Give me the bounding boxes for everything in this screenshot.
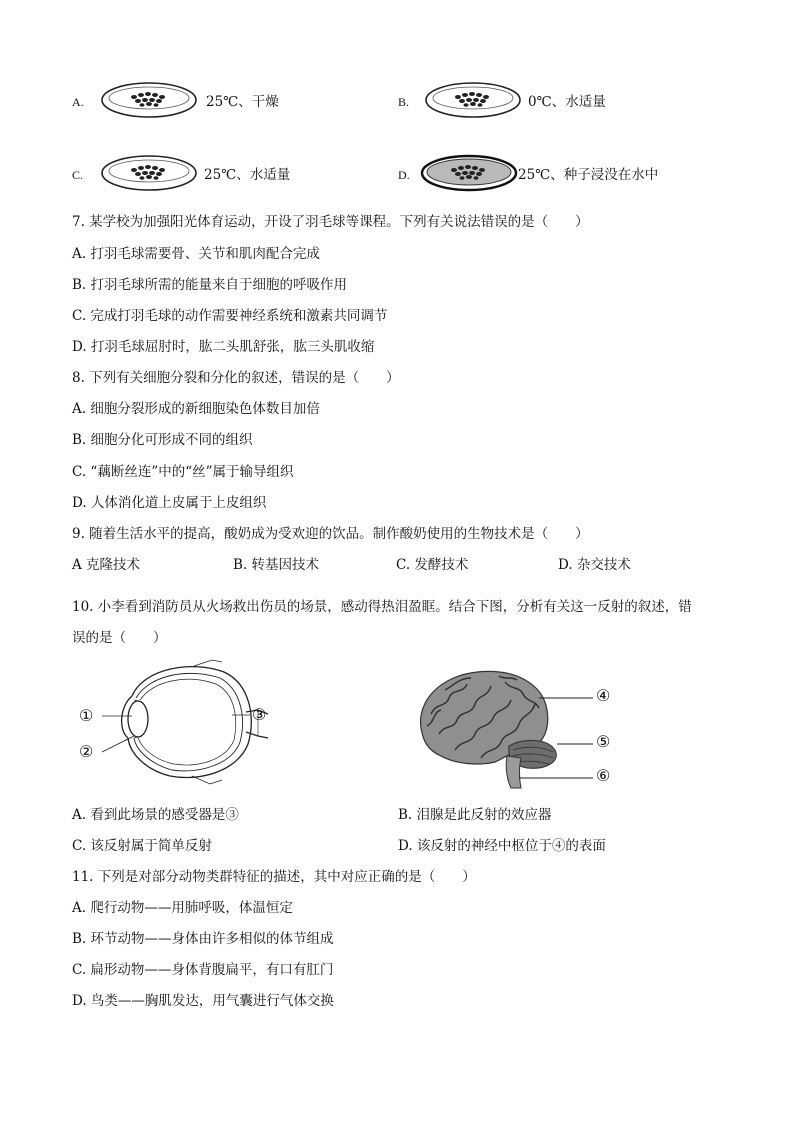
- petri-dish-dry-icon: [100, 80, 198, 120]
- petri-dish-water-icon: [100, 153, 198, 193]
- option: A. 细胞分裂形成的新细胞染色体数目加倍: [72, 401, 320, 417]
- question-stem: 9. 随着生活水平的提高，酸奶成为受欢迎的饮品。制作酸奶使用的生物技术是（ ）: [72, 526, 589, 542]
- option-letter: C.: [72, 168, 84, 182]
- option: B. 泪腺是此反射的效应器: [398, 807, 552, 823]
- eye-diagram: [72, 658, 277, 786]
- question-stem: 7. 某学校为加强阳光体育运动，开设了羽毛球等课程。下列有关说法错误的是（ ）: [72, 214, 589, 230]
- eye-label-1: ①: [79, 706, 94, 725]
- option: B. 转基因技术: [233, 557, 320, 573]
- option: C. 扁形动物——身体背腹扁平，有口有肛门: [72, 962, 334, 978]
- option-letter: D.: [398, 168, 410, 182]
- eye-label-2: ②: [79, 742, 94, 761]
- option: C. 发酵技术: [396, 557, 469, 573]
- option: A 克隆技术: [72, 557, 141, 573]
- option: D. 打羽毛球屈肘时，肱二头肌舒张，肱三头肌收缩: [72, 339, 375, 355]
- question-stem: 11. 下列是对部分动物类群特征的描述，其中对应正确的是（ ）: [72, 869, 476, 885]
- option-letter: A.: [72, 95, 84, 109]
- question-stem: 10. 小李看到消防员从火场救出伤员的场景，感动得热泪盈眶。结合下图，分析有关这一反射的叙述，错: [72, 599, 692, 615]
- option: C. “藕断丝连”中的“丝”属于输导组织: [72, 464, 294, 480]
- option: A. 看到此场景的感受器是③: [72, 807, 239, 823]
- petri-dish-cold-icon: [424, 80, 522, 120]
- option: D. 鸟类——胸肌发达，用气囊进行气体交换: [72, 993, 334, 1009]
- condition-label: 25℃、种子浸没在水中: [518, 167, 659, 183]
- condition-label: 0℃、水适量: [528, 94, 606, 110]
- question-stem: 8. 下列有关细胞分裂和分化的叙述，错误的是（ ）: [72, 370, 400, 386]
- brain-diagram: [415, 664, 600, 789]
- option: C. 完成打羽毛球的动作需要神经系统和激素共同调节: [72, 308, 388, 324]
- option: D. 该反射的神经中枢位于④的表面: [398, 838, 606, 854]
- question-stem-continued: 误的是（ ）: [72, 630, 167, 646]
- brain-label-5: ⑤: [596, 732, 611, 751]
- petri-dish-submerged-icon: [420, 153, 518, 193]
- option: B. 环节动物——身体由许多相似的体节组成: [72, 931, 334, 947]
- brain-label-6: ⑥: [596, 766, 611, 785]
- brain-label-4: ④: [596, 686, 611, 705]
- option: B. 打羽毛球所需的能量来自于细胞的呼吸作用: [72, 277, 348, 293]
- option: D. 人体消化道上皮属于上皮组织: [72, 495, 267, 511]
- eye-label-3: ③: [252, 705, 267, 724]
- option: D. 杂交技术: [558, 557, 631, 573]
- condition-label: 25℃、水适量: [204, 167, 291, 183]
- option: A. 打羽毛球需要骨、关节和肌肉配合完成: [72, 246, 320, 262]
- option: A. 爬行动物——用肺呼吸，体温恒定: [72, 900, 293, 916]
- option-letter: B.: [398, 95, 410, 109]
- option: B. 细胞分化可形成不同的组织: [72, 432, 253, 448]
- condition-label: 25℃、干燥: [206, 94, 279, 110]
- option: C. 该反射属于简单反射: [72, 838, 212, 854]
